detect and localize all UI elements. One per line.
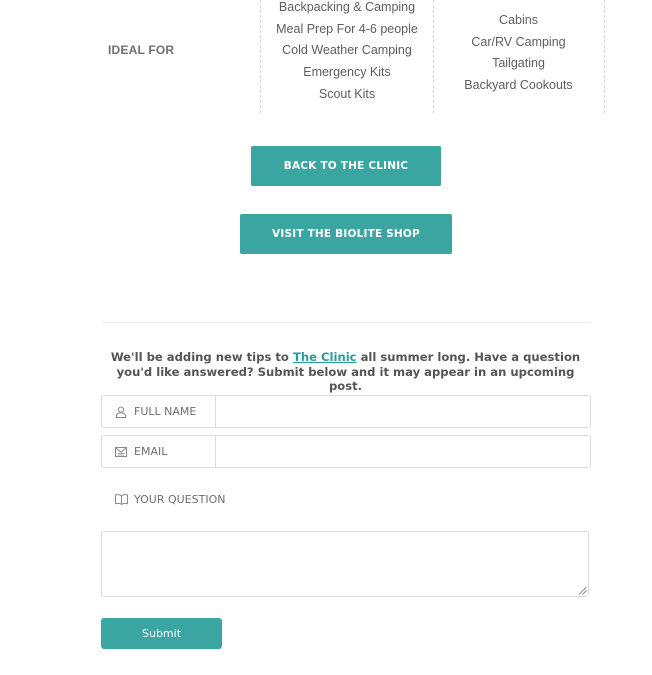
visit-biolite-shop-button[interactable]: VISIT THE BIOLITE SHOP: [240, 214, 452, 254]
your-question-label: [115, 493, 225, 506]
list-item: Tailgating: [492, 56, 545, 71]
email-input[interactable]: [216, 436, 590, 467]
list-item: Car/RV Camping: [471, 34, 566, 49]
list-item: Backpacking & Camping: [278, 0, 416, 14]
book-icon: [115, 494, 128, 506]
full-name-field: [101, 395, 591, 428]
list-item: Scout Kits: [318, 86, 376, 101]
list-item: Cabins: [499, 13, 538, 27]
list-item: Backyard Cookouts: [464, 78, 573, 93]
ideal-for-column-1: [260, 0, 434, 113]
ideal-for-label: IDEAL FOR: [108, 43, 175, 57]
envelope-icon: [115, 446, 127, 458]
full-name-field-label: [102, 396, 216, 427]
intro-text-end: all summer long. Have a question you'd like answered? Submit below and it may appear in an upcoming post.: [116, 350, 581, 393]
submit-button[interactable]: Submit: [101, 618, 222, 649]
question-textarea[interactable]: [101, 531, 589, 597]
email-label-text: EMAIL: [134, 445, 168, 458]
full-name-label-text: FULL NAME: [134, 405, 197, 418]
your-question-label-text: YOUR QUESTION: [134, 493, 226, 506]
the-clinic-link[interactable]: The Clinic: [292, 350, 357, 364]
email-field: [101, 435, 591, 468]
list-item: Emergency Kits: [303, 65, 391, 80]
intro-text-start: We'll be adding new tips to: [110, 350, 293, 364]
form-intro-text: [101, 350, 590, 394]
user-icon: [115, 406, 127, 418]
ideal-for-column-2: [433, 0, 605, 113]
full-name-input[interactable]: [216, 396, 590, 427]
email-field-label: [102, 436, 216, 467]
list-item: Meal Prep For 4-6 people: [276, 21, 418, 36]
back-to-clinic-button[interactable]: BACK TO THE CLINIC: [251, 146, 441, 186]
resize-grip-icon[interactable]: [578, 586, 587, 595]
section-divider: [101, 322, 590, 323]
list-item: Cold Weather Camping: [282, 43, 412, 58]
